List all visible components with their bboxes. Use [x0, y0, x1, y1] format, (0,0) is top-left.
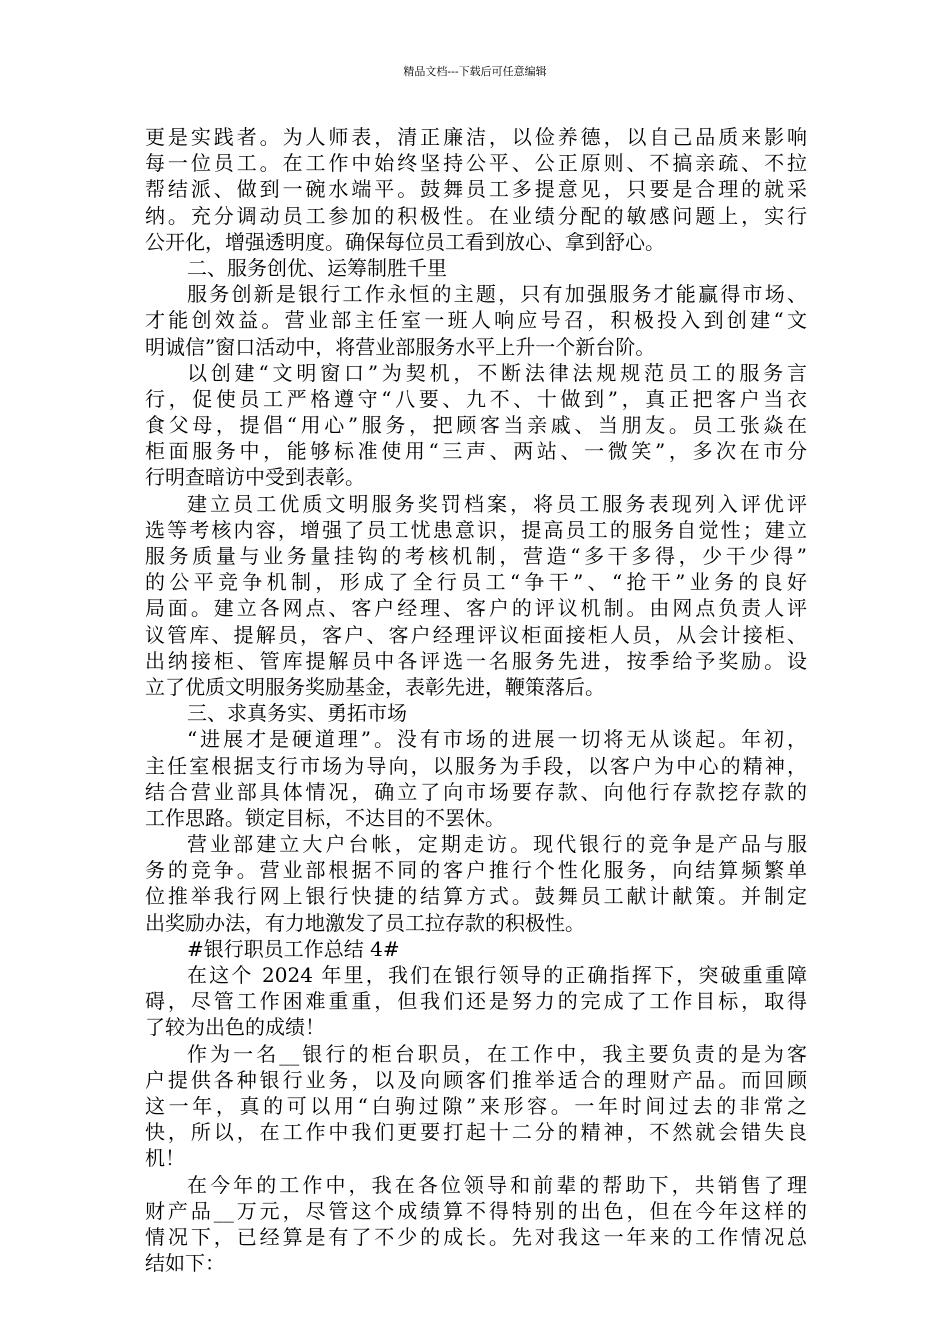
text-line: 局面。建立各网点、客户经理、客户的评议机制。由网点负责人评 [145, 596, 807, 621]
text-line: 柜面服务中，能够标准使用“三声、两站、一微笑”，多次在市分 [145, 439, 807, 464]
text-line: 帮结派、做到一碗水端平。鼓舞员工多提意见，只要是合理的就采 [145, 177, 807, 202]
text-line: 这一年，真的可以用“白驹过隙”来形容。一年时间过去的非常之 [145, 1093, 807, 1118]
text-line: 作为一名__银行的柜台职员，在工作中，我主要负责的是为客 [187, 1041, 807, 1066]
text-line: 结合营业部具体情况，确立了向市场要存款、向他行存款挖存款的 [145, 779, 807, 804]
text-line: 建立员工优质文明服务奖罚档案，将员工服务表现列入评优评 [187, 491, 807, 516]
text-line: 在今年的工作中，我在各位领导和前辈的帮助下，共销售了理 [187, 1172, 807, 1197]
text-line: 食父母，提倡“用心”服务，把顾客当亲戚、当朋友。员工张焱在 [145, 413, 807, 438]
text-line: 财产品__万元，尽管这个成绩算不得特别的出色，但在今年这样的 [145, 1198, 807, 1223]
text-line: 服务质量与业务量挂钩的考核机制，营造“多干多得，少干少得” [145, 544, 807, 568]
text-line: 以创建“文明窗口”为契机，不断法律法规规范员工的服务言 [187, 360, 807, 385]
text-line: “进展才是硬道理”。没有市场的进展一切将无从谈起。年初， [187, 727, 807, 752]
text-line: 主任室根据支行市场为导向，以服务为手段，以客户为中心的精神， [145, 753, 807, 778]
text-line: #银行职员工作总结 4# [187, 936, 400, 961]
text-line: 户提供各种银行业务，以及向顾客们推举适合的理财产品。而回顾 [145, 1067, 807, 1092]
text-line: 营业部建立大户台帐，定期走访。现代银行的竞争是产品与服 [187, 832, 807, 857]
text-line: 议管库、提解员，客户、客户经理评议柜面接柜人员，从会计接柜、 [145, 622, 807, 647]
text-line: 选等考核内容，增强了员工忧患意识，提高员工的服务自觉性；建立 [145, 517, 807, 542]
text-line: 明诚信”窗口活动中，将营业部服务水平上升一个新台阶。 [145, 334, 656, 359]
page-header: 精品文档---下载后可任意编辑 [403, 65, 547, 78]
document-body [145, 124, 807, 1276]
text-line: 出奖励办法，有力地激发了员工拉存款的积极性。 [145, 910, 585, 935]
text-line: 快，所以，在工作中我们更要打起十二分的精神，不然就会错失良 [145, 1120, 807, 1145]
text-line: 的公平竞争机制，形成了全行员工“争干”、“抢干”业务的良好 [145, 570, 807, 595]
text-line: 行明查暗访中受到表彰。 [145, 465, 365, 490]
text-line: 公开化，增强透明度。确保每位员工看到放心、拿到舒心。 [145, 229, 665, 254]
text-line: 务的竞争。营业部根据不同的客户推行个性化服务，向结算频繁单 [145, 858, 807, 883]
text-line: 在这个 2024 年里，我们在银行领导的正确指挥下，突破重重障 [187, 963, 807, 987]
text-line: 碍，尽管工作困难重重，但我们还是努力的完成了工作目标，取得 [145, 989, 807, 1014]
text-line: 了较为出色的成绩！ [145, 1015, 325, 1040]
text-line: 出纳接柜、管库提解员中各评选一名服务先进，按季给予奖励。设 [145, 648, 807, 673]
text-line: 纳。充分调动员工参加的积极性。在业绩分配的敏感问题上，实行 [145, 203, 807, 228]
text-line: 位推举我行网上银行快捷的结算方式。鼓舞员工献计献策。并制定 [145, 884, 807, 909]
text-line: 更是实践者。为人师表，清正廉洁，以俭养德，以自己品质来影响 [145, 125, 807, 149]
text-line: 结如下： [145, 1251, 225, 1276]
text-line: 才能创效益。营业部主任室一班人响应号召，积极投入到创建“文 [145, 308, 807, 333]
text-line: 行，促使员工严格遵守“八要、九不、十做到”，真正把客户当衣 [145, 386, 807, 411]
text-line: 立了优质文明服务奖励基金，表彰先进，鞭策落后。 [145, 674, 605, 699]
text-line: 工作思路。锁定目标，不达目的不罢休。 [145, 805, 505, 830]
text-line: 服务创新是银行工作永恒的主题，只有加强服务才能赢得市场、 [187, 282, 807, 307]
text-line: 二、服务创优、运筹制胜千里 [187, 255, 447, 280]
text-line: 机！ [145, 1146, 185, 1171]
text-line: 三、求真务实、勇拓市场 [187, 701, 407, 726]
text-line: 每一位员工。在工作中始终坚持公平、公正原则、不搞亲疏、不拉 [145, 151, 807, 176]
text-line: 情况下，已经算是有了不少的成长。先对我这一年来的工作情况总 [145, 1224, 807, 1249]
